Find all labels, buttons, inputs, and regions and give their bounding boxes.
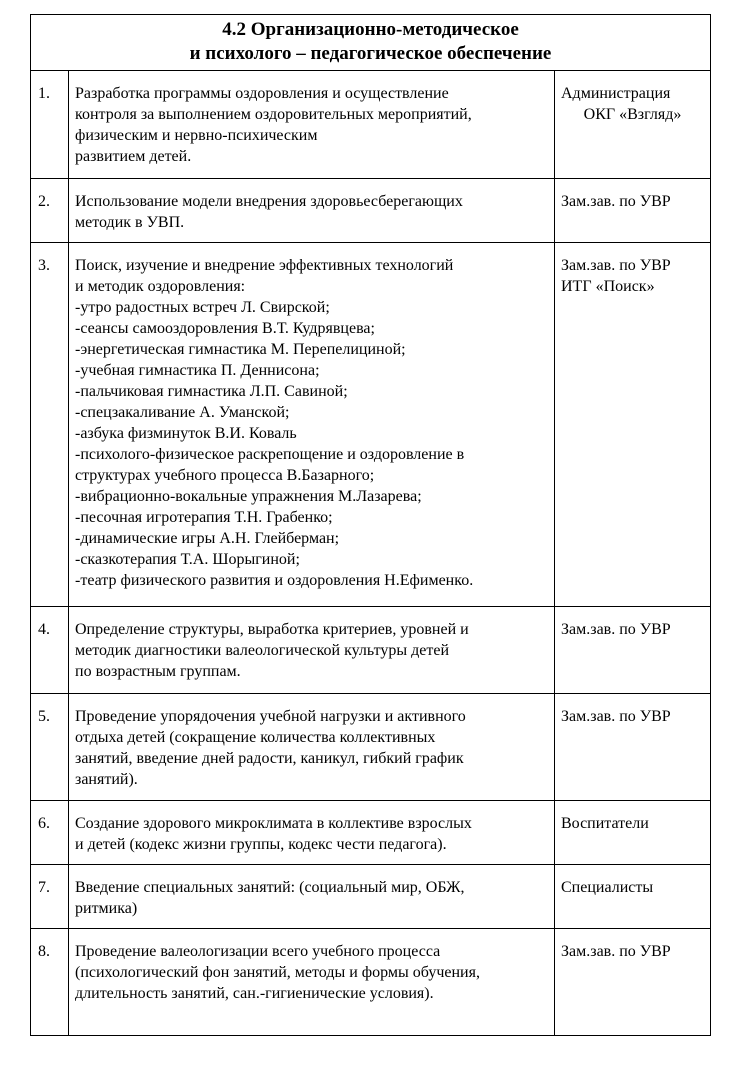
responsible-line: Зам.зав. по УВР [561, 708, 671, 725]
task-line: -утро радостных встреч Л. Свирской; [75, 299, 330, 316]
responsible-cell [555, 694, 711, 801]
task-line: длительность занятий, сан.-гигиенические условия). [75, 985, 434, 1002]
task-cell [69, 694, 555, 801]
responsible-line: Зам.зав. по УВР [561, 621, 671, 638]
section-title-line: 4.2 Организационно-методическое [222, 19, 519, 40]
task-line: -пальчиковая гимнастика Л.П. Савиной; [75, 383, 348, 400]
task-cell [69, 179, 555, 243]
row-number: 5. [31, 694, 69, 801]
responsible-cell [555, 801, 711, 865]
responsible-line: Зам.зав. по УВР [561, 193, 671, 210]
responsible-line: Зам.зав. по УВР [561, 943, 671, 960]
task-line: (психологический фон занятий, методы и формы обучения, [75, 964, 480, 981]
responsible-line: ОКГ «Взгляд» [583, 106, 682, 123]
task-cell [69, 71, 555, 179]
task-line: -песочная игротерапия Т.Н. Грабенко; [75, 509, 333, 526]
table-header-row [31, 15, 711, 71]
responsible-line: Администрация [561, 85, 671, 102]
task-line: ритмика) [75, 900, 138, 917]
task-line: -сказкотерапия Т.А. Шорыгиной; [75, 551, 300, 568]
task-line: -спецзакаливание А. Уманской; [75, 404, 290, 421]
task-line: Введение специальных занятий: (социальный мир, ОБЖ, [75, 879, 465, 896]
task-line: Проведение валеологизации всего учебного процесса [75, 943, 441, 960]
row-number: 1. [31, 71, 69, 179]
responsible-line: Зам.зав. по УВР [561, 257, 671, 274]
table-row [31, 929, 711, 1036]
table-body [31, 71, 711, 1036]
responsible-cell [555, 179, 711, 243]
task-cell [69, 607, 555, 694]
row-number: 4. [31, 607, 69, 694]
table-row [31, 607, 711, 694]
task-line: -театр физического развития и оздоровления Н.Ефименко. [75, 572, 474, 589]
responsible-line: Воспитатели [561, 815, 649, 832]
responsible-cell [555, 71, 711, 179]
task-line: Создание здорового микроклимата в коллективе взрослых [75, 815, 472, 832]
task-line: -учебная гимнастика П. Деннисона; [75, 362, 320, 379]
task-line: -сеансы самооздоровления В.Т. Кудрявцева; [75, 320, 375, 337]
task-line: Поиск, изучение и внедрение эффективных технологий [75, 257, 454, 274]
task-line: -динамические игры А.Н. Глейберман; [75, 530, 340, 547]
task-line: контроля за выполнением оздоровительных мероприятий, [75, 106, 472, 123]
task-line: и детей (кодекс жизни группы, кодекс чести педагога). [75, 836, 447, 853]
task-cell [69, 865, 555, 929]
row-number: 8. [31, 929, 69, 1036]
task-line: Разработка программы оздоровления и осуществление [75, 85, 449, 102]
task-line: структурах учебного процесса В.Базарного; [75, 467, 375, 484]
table-row [31, 179, 711, 243]
task-line: -психолого-физическое раскрепощение и оздоровление в [75, 446, 465, 463]
responsible-cell [555, 243, 711, 607]
task-line: Определение структуры, выработка критериев, уровней и [75, 621, 469, 638]
task-line: и методик оздоровления: [75, 278, 246, 295]
table-row [31, 71, 711, 179]
table-row [31, 865, 711, 929]
task-line: -энергетическая гимнастика М. Перепелициной; [75, 341, 406, 358]
responsible-line: ИТГ «Поиск» [561, 278, 655, 295]
task-line: Проведение упорядочения учебной нагрузки и активного [75, 708, 466, 725]
responsible-cell [555, 865, 711, 929]
responsible-line: Специалисты [561, 879, 654, 896]
responsible-cell [555, 607, 711, 694]
task-cell [69, 243, 555, 607]
row-number: 6. [31, 801, 69, 865]
section-title-line: и психолого – педагогическое обеспечение [189, 43, 552, 64]
task-line: отдыха детей (сокращение количества коллективных [75, 729, 436, 746]
task-line: развитием детей. [75, 148, 192, 165]
task-line: занятий). [75, 771, 138, 788]
task-line: методик в УВП. [75, 214, 185, 231]
row-number: 7. [31, 865, 69, 929]
task-line: занятий, введение дней радости, каникул, гибкий график [75, 750, 464, 767]
table-row [31, 243, 711, 607]
table-row [31, 694, 711, 801]
task-cell [69, 929, 555, 1036]
task-line: -азбука физминуток В.И. Коваль [75, 425, 297, 442]
responsible-cell [555, 929, 711, 1036]
row-number: 2. [31, 179, 69, 243]
section-title [31, 15, 711, 71]
row-number: 3. [31, 243, 69, 607]
task-line: физическим и нервно-психическим [75, 127, 318, 144]
measures-table [30, 14, 711, 1036]
task-line: Использование модели внедрения здоровьесберегающих [75, 193, 463, 210]
task-line: методик диагностики валеологической культуры детей [75, 642, 450, 659]
task-line: -вибрационно-вокальные упражнения М.Лазарева; [75, 488, 422, 505]
task-cell [69, 801, 555, 865]
table-row [31, 801, 711, 865]
task-line: по возрастным группам. [75, 663, 241, 680]
